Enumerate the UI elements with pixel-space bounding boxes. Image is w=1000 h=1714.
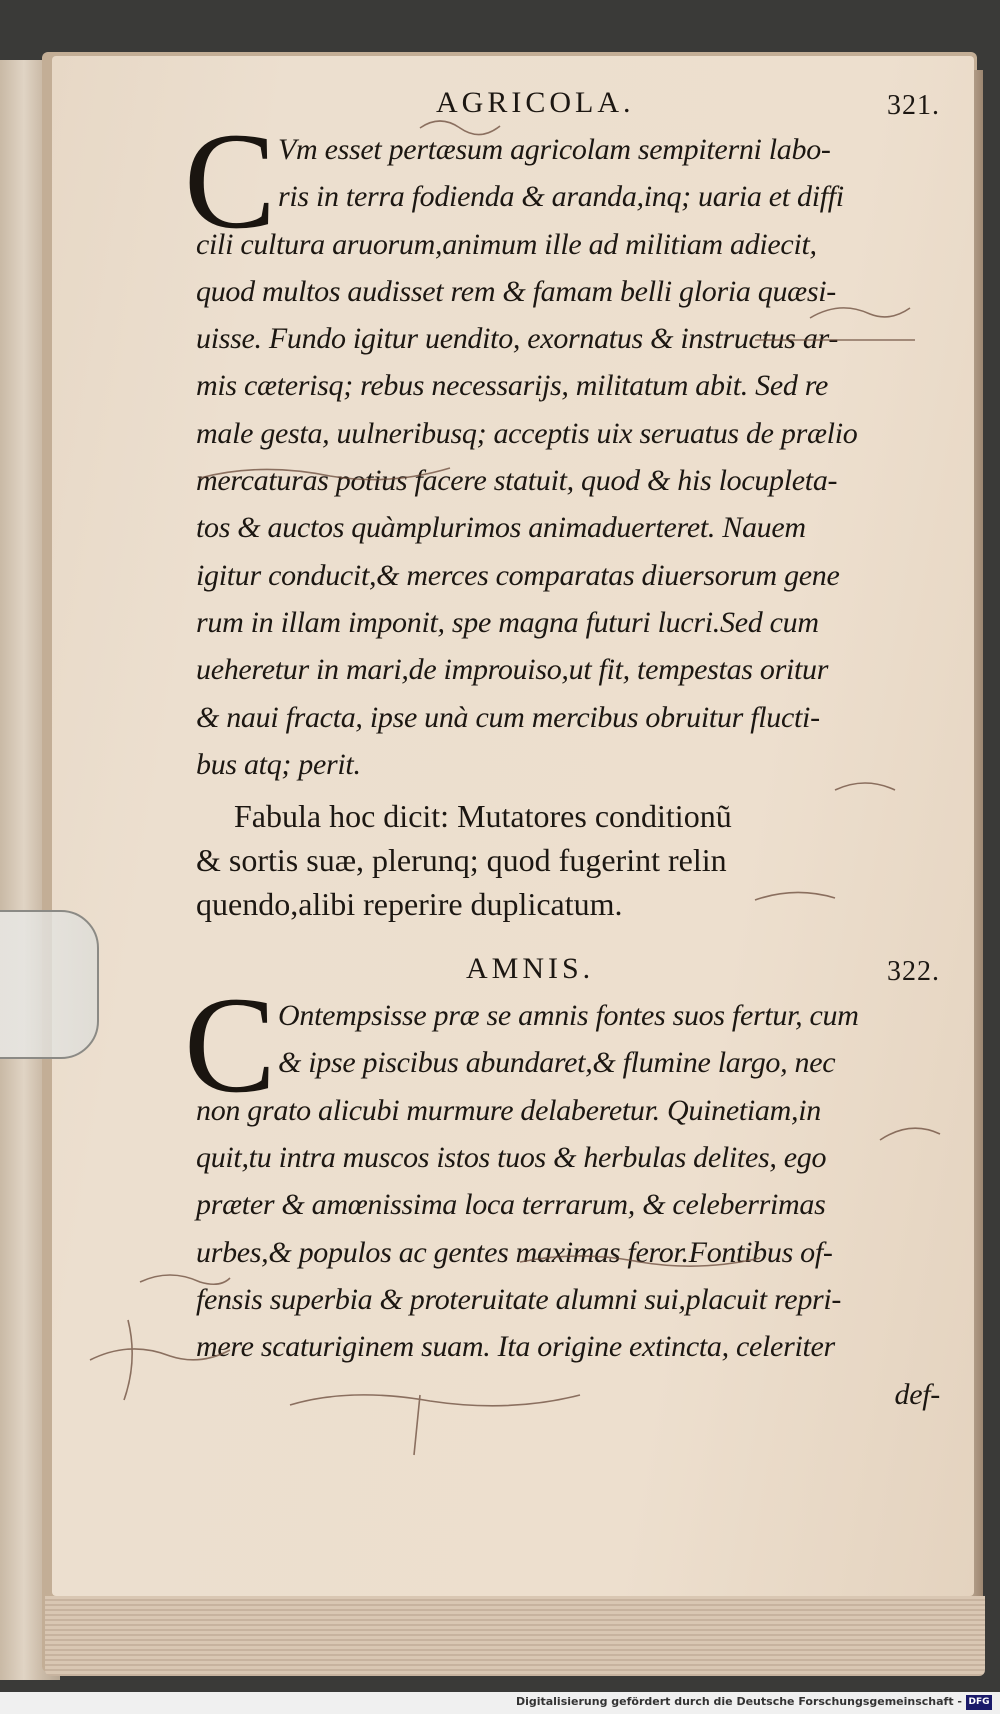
text-line: præter & amœnissima loca terrarum, & celeberrimas bbox=[196, 1188, 826, 1222]
moral-line: & sortis suæ, plerunq; quod fugerint relin bbox=[196, 842, 727, 879]
text-line: quod multos audisset rem & famam belli gloria quæsi- bbox=[196, 274, 836, 308]
bookmark-clip bbox=[0, 910, 99, 1059]
section-header-amnis bbox=[196, 946, 946, 992]
text-line: rum in illam imponit, spe magna futuri lucri.Sed cum bbox=[196, 605, 819, 639]
text-line: Ontempsisse præ se amnis fontes suos fertur, cum bbox=[278, 999, 859, 1033]
fable-moral bbox=[196, 794, 946, 926]
text-line: tos & auctos quàmplurimos animaduerteret. Nauem bbox=[196, 511, 806, 545]
text-line: quit,tu intra muscos istos tuos & herbulas delites, ego bbox=[196, 1141, 827, 1175]
text-line: igitur conducit,& merces comparatas diuersorum gene bbox=[196, 558, 840, 592]
text-line: mere scaturiginem suam. Ita origine extincta, celeriter bbox=[196, 1330, 835, 1364]
page-text bbox=[184, 80, 946, 1418]
text-line: bus atq; perit. bbox=[196, 747, 361, 781]
section-header-agricola bbox=[196, 80, 946, 126]
moral-line: Fabula hoc dicit: Mutatores conditionũ bbox=[234, 798, 732, 835]
digitization-footer bbox=[0, 1692, 1000, 1714]
section-title: AMNIS. bbox=[466, 952, 595, 986]
text-line: non grato alicubi murmure delaberetur. Quinetiam,in bbox=[196, 1093, 821, 1127]
section-number: 322. bbox=[887, 956, 940, 988]
footer-credit: Digitalisierung gefördert durch die Deutsche Forschungsgemeinschaft - bbox=[515, 1695, 962, 1708]
page-number: 321. bbox=[887, 90, 940, 121]
text-line: male gesta, uulneribusq; acceptis uix seruatus de prælio bbox=[196, 416, 858, 450]
text-line: & naui fracta, ipse unà cum mercibus obruitur flucti- bbox=[196, 700, 820, 734]
text-line: mis cæterisq; rebus necessarijs, militatum abit. Sed re bbox=[196, 369, 829, 403]
text-line: cili cultura aruorum,animum ille ad militiam adiecit, bbox=[196, 227, 817, 261]
moral-line: quendo,alibi reperire duplicatum. bbox=[196, 886, 623, 923]
section-title: AGRICOLA. bbox=[436, 86, 635, 119]
drop-initial: C bbox=[184, 968, 277, 1122]
catchword: def- bbox=[894, 1377, 940, 1411]
text-line: mercaturas potius facere statuit, quod & his locupleta- bbox=[196, 464, 838, 498]
page-stack-edge bbox=[45, 1596, 985, 1676]
text-line: ris in terra fodienda & aranda,inq; uaria et diffi bbox=[278, 180, 844, 214]
text-line: fensis superbia & proteruitate alumni sui,placuit repri- bbox=[196, 1282, 842, 1316]
dfg-logo: DFG bbox=[966, 1695, 992, 1710]
text-line: & ipse piscibus abundaret,& flumine largo, nec bbox=[278, 1046, 836, 1080]
text-line: urbes,& populos ac gentes maximas feror.Fontibus of- bbox=[196, 1235, 833, 1269]
drop-initial: C bbox=[184, 104, 277, 257]
text-line: ueheretur in mari,de improuiso,ut fit, tempestas oritur bbox=[196, 653, 829, 687]
text-line: uisse. Fundo igitur uendito, exornatus & instructus ar- bbox=[196, 322, 839, 356]
text-line: Vm esset pertæsum agricolam sempiterni labo- bbox=[278, 133, 831, 166]
